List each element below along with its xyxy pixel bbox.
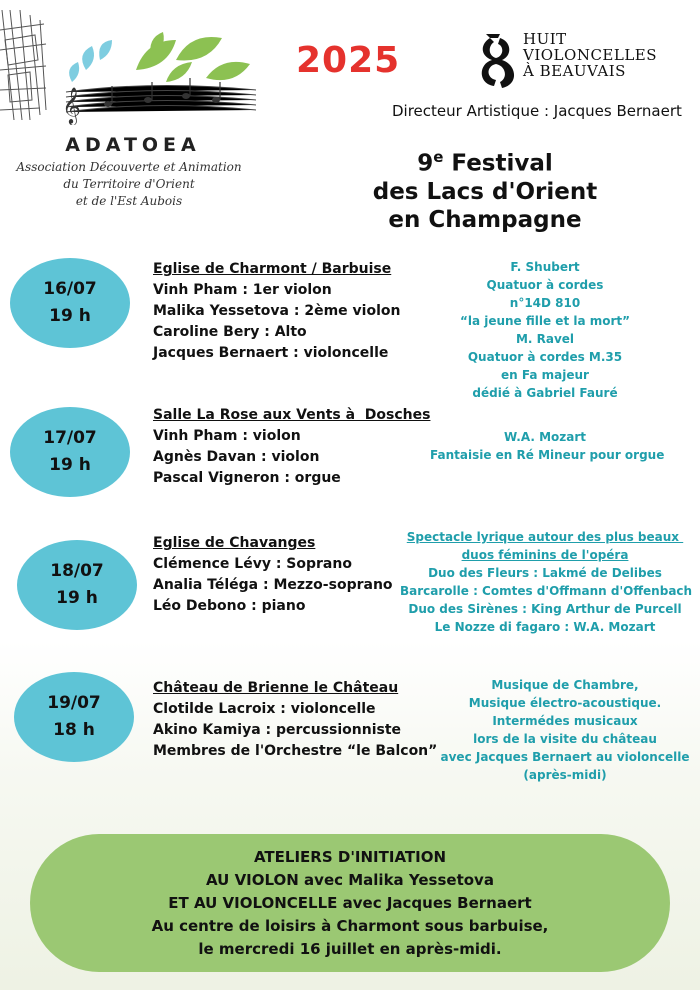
cello-8-mark-icon [476, 30, 522, 90]
program-line: Barcarolle : Comtes d'Offmann d'Offenbach [400, 584, 693, 598]
association-desc-line: Association Découverte et Animation [16, 160, 242, 174]
program-line: dédié à Gabriel Fauré [472, 386, 618, 400]
program-line: avec Jacques Bernaert au violoncelle [440, 750, 690, 764]
event-program [430, 258, 660, 402]
program-line: Musique de Chambre, [491, 678, 639, 692]
program-line: Fantaisie en Ré Mineur pour orgue [430, 448, 665, 462]
program-line: (après-midi) [523, 768, 607, 782]
event-time: 19 h [56, 588, 98, 608]
performer: Clotilde Lacroix : violoncelle [153, 701, 376, 717]
performer: Vinh Pham : 1er violon [153, 282, 332, 298]
festival-title-line-2: des Lacs d'Orient [372, 178, 598, 205]
partner-logo-text [523, 31, 657, 79]
program-line: W.A. Mozart [504, 430, 586, 444]
festival-title [340, 143, 630, 234]
program-line: Quatuor à cordes [486, 278, 604, 292]
chateau-sketch-icon [0, 10, 48, 120]
program-line: Quatuor à cordes M.35 [467, 350, 623, 364]
performer: Membres de l'Orchestre “le Balcon” [153, 743, 438, 759]
partner-line: HUIT [523, 30, 567, 48]
festival-ordinal: e [433, 148, 444, 166]
event-venue: Eglise de Charmont / Barbuise [153, 261, 392, 277]
artistic-director: Directeur Artistique : Jacques Bernaert [392, 102, 682, 120]
festival-title-line-3: en Champagne [388, 206, 582, 233]
festival-number: 9 [417, 150, 434, 177]
event-date-badge [10, 258, 130, 348]
performer: Agnès Davan : violon [153, 449, 320, 465]
festival-title-line-1 [340, 143, 630, 178]
performer: Vinh Pham : violon [153, 428, 301, 444]
performer: Malika Yessetova : 2ème violon [153, 303, 401, 319]
event-venue: Salle La Rose aux Vents à Dosches [153, 407, 431, 423]
event-program [400, 528, 693, 636]
event-date-badge [14, 672, 134, 762]
event-date-badge [17, 540, 137, 630]
event-venue: Eglise de Chavanges [153, 535, 316, 551]
event-date: 17/07 [43, 428, 97, 448]
event-time: 19 h [49, 306, 91, 326]
performer: Pascal Vigneron : orgue [153, 470, 341, 486]
event-date: 19/07 [47, 693, 101, 713]
program-line: n°14D 810 [509, 296, 581, 310]
association-name: ADATOEA [65, 134, 201, 156]
performer: Analia Téléga : Mezzo-soprano [153, 577, 393, 593]
svg-text:𝄞: 𝄞 [62, 86, 81, 124]
association-description [6, 159, 252, 210]
workshop-line: Au centre de loisirs à Charmont sous barbuise, [151, 916, 549, 935]
partner-line: VIOLONCELLES [523, 46, 658, 64]
performer: Léo Debono : piano [153, 598, 306, 614]
program-line: Duo des Sirènes : King Arthur de Purcell [408, 602, 682, 616]
event-program [430, 428, 665, 464]
program-line: Musique électro-acoustique. [468, 696, 662, 710]
event-performers [153, 405, 430, 489]
event-program [430, 676, 700, 784]
performer: Akino Kamiya : percussionniste [153, 722, 402, 738]
event-venue: Château de Brienne le Château [153, 680, 399, 696]
event-time: 19 h [49, 455, 91, 475]
partner-line: À BEAUVAIS [523, 62, 626, 80]
performer: Jacques Bernaert : violoncelle [153, 345, 389, 361]
program-line: M. Ravel [515, 332, 575, 346]
program-line: “la jeune fille et la mort” [459, 314, 631, 328]
program-line: duos féminins de l'opéra [461, 548, 629, 562]
program-line: en Fa majeur [501, 368, 589, 382]
program-line: Duo des Fleurs : Lakmé de Delibes [428, 566, 662, 580]
event-date: 16/07 [43, 279, 97, 299]
program-line: Spectacle lyrique autour des plus beaux [406, 530, 684, 544]
year: 2025 [296, 40, 401, 81]
association-desc-line: et de l'Est Aubois [75, 194, 183, 208]
event-performers [153, 678, 437, 762]
event-date: 18/07 [50, 561, 104, 581]
program-line: Le Nozze di fagaro : W.A. Mozart [434, 620, 656, 634]
workshop-banner [30, 834, 670, 972]
program-line: Intermédes musicaux [492, 714, 638, 728]
workshop-line: AU VIOLON avec Malika Yessetova [206, 870, 494, 889]
program-line: F. Shubert [510, 260, 580, 274]
workshop-line: le mercredi 16 juillet en après-midi. [198, 939, 502, 958]
event-date-badge [10, 407, 130, 497]
program-line: lors de la visite du château [473, 732, 657, 746]
performer: Clémence Lévy : Soprano [153, 556, 352, 572]
event-time: 18 h [53, 720, 95, 740]
event-performers [153, 533, 393, 617]
festival-word: Festival [443, 150, 553, 177]
leaves-music-logo-icon [56, 30, 266, 125]
event-performers [153, 259, 400, 364]
workshop-line: ET AU VIOLONCELLE avec Jacques Bernaert [168, 893, 532, 912]
association-desc-line: du Territoire d'Orient [63, 177, 195, 191]
workshop-line: ATELIERS D'INITIATION [253, 847, 447, 866]
performer: Caroline Bery : Alto [153, 324, 307, 340]
